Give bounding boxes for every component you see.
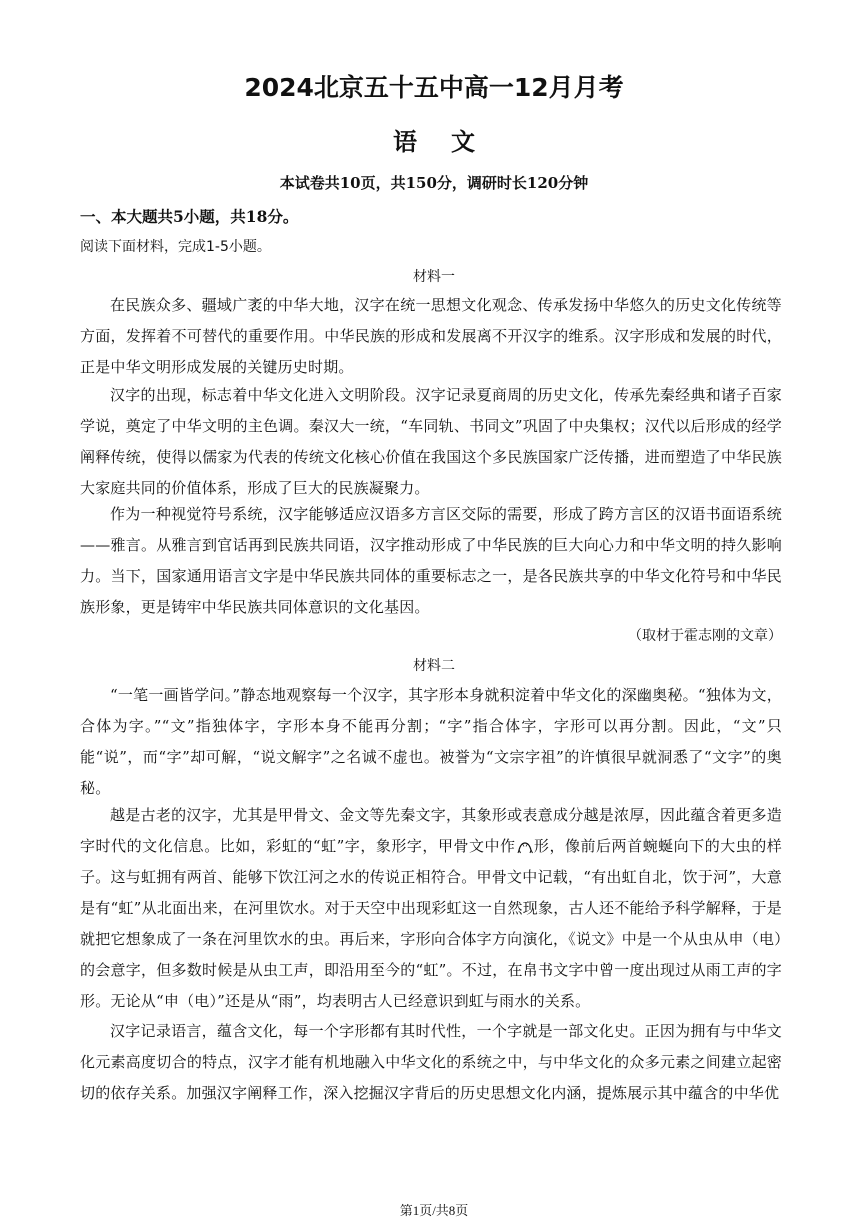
material-one-heading: 材料一 [413,269,455,285]
subject-title: 语文 [393,128,509,156]
page-number: 第1页/共8页 [399,1203,469,1218]
material-one-paragraph-1: 在民族众多、疆域广袤的中华大地，汉字在统一思想文化观念、传承发扬中华悠久的历史文化传统等方面，发挥着不可替代的重要作用。中华民族的形成和发展离不开汉字的维系。汉字形成和发展的时代，正是中华文明形成发展的关键历史时期。 [80,296,782,376]
material-two-paragraph-2 [80,800,782,1017]
material-two-heading: 材料二 [413,658,455,674]
exam-title: 2024北京五十五中高一12月月考 [244,73,624,102]
material-two-paragraph-2-part-2: 形，像前后两首蜿蜒向下的大虫的样子。这与虹拥有两首、能够下饮江河之水的传说正相符合。甲骨文中记载，“有出虹自北，饮于河”，大意是有“虹”从北面出来，在河里饮水。对于天空中出现彩虹这一自然现象，古人还不能给予科学解释，于是就把它想象成了一条在河里饮水的虫。再后来，字形向合体字方向演化，《说文》中是一个从虫从申（电）的会意字，但多数时候是从虫工声，即沿用至今的“虹”。不过，在帛书文字中曾一度出现过从雨工声的字形。无论从“申（电）”还是从“雨”，均表明古人已经意识到虹与雨水的关系。 [80,837,783,1010]
oracle-bone-hong-glyph [517,840,533,854]
section-instruction: 阅读下面材料，完成1-5小题。 [80,239,271,255]
material-two-paragraph-3: 汉字记录语言，蕴含文化，每一个字形都有其时代性，一个字就是一部文化史。正因为拥有与中华文化元素高度切合的特点，汉字才能有机地融入中华文化的系统之中，与中华文化的众多元素之间建立起密切的依存关系。加强汉字阐释工作，深入挖掘汉字背后的历史思想文化内涵，提炼展示其中蕴含的中华优 [80,1022,782,1102]
material-one-source: （取材于霍志刚的文章） [628,628,782,644]
section-heading: 一、本大题共5小题，共18分。 [80,207,299,226]
material-one-paragraph-2: 汉字的出现，标志着中华文化进入文明阶段。汉字记录夏商周的历史文化，传承先秦经典和诸子百家学说，奠定了中华文明的主色调。秦汉大一统，“车同轨、书同文”巩固了中央集权；汉代以后形成的经学阐释传统，使得以儒家为代表的传统文化核心价值在我国这个多民族国家广泛传播，进而塑造了中华民族大家庭共同的价值体系，形成了巨大的民族凝聚力。 [80,386,782,497]
material-two-paragraph-1: “一笔一画皆学问。”静态地观察每一个汉字，其字形本身就积淀着中华文化的深幽奥秘。“独体为文，合体为字。”“文”指独体字，字形本身不能再分割；“字”指合体字，字形可以再分割。因此，“文”只能“说”，而“字”却可解，“说文解字”之名诚不虚也。被誉为“文宗字祖”的许慎很早就洞悉了“文字”的奥秘。 [80,686,782,797]
exam-info: 本试卷共10页，共150分，调研时长120分钟 [279,174,589,192]
material-one-paragraph-3: 作为一种视觉符号系统，汉字能够适应汉语多方言区交际的需要，形成了跨方言区的汉语书面语系统——雅言。从雅言到官话再到民族共同语，汉字推动形成了中华民族的巨大向心力和中华文明的持久影响力。当下，国家通用语言文字是中华民族共同体的重要标志之一，是各民族共享的中华文化符号和中华民族形象，更是铸牢中华民族共同体意识的文化基因。 [80,505,782,616]
material-two-paragraph-2-part-1: 越是古老的汉字，尤其是甲骨文、金文等先秦文字，其象形或表意成分越是浓厚，因此蕴含着更多造字时代的文化信息。比如，彩虹的“虹”字，象形字，甲骨文中作 [80,806,782,855]
